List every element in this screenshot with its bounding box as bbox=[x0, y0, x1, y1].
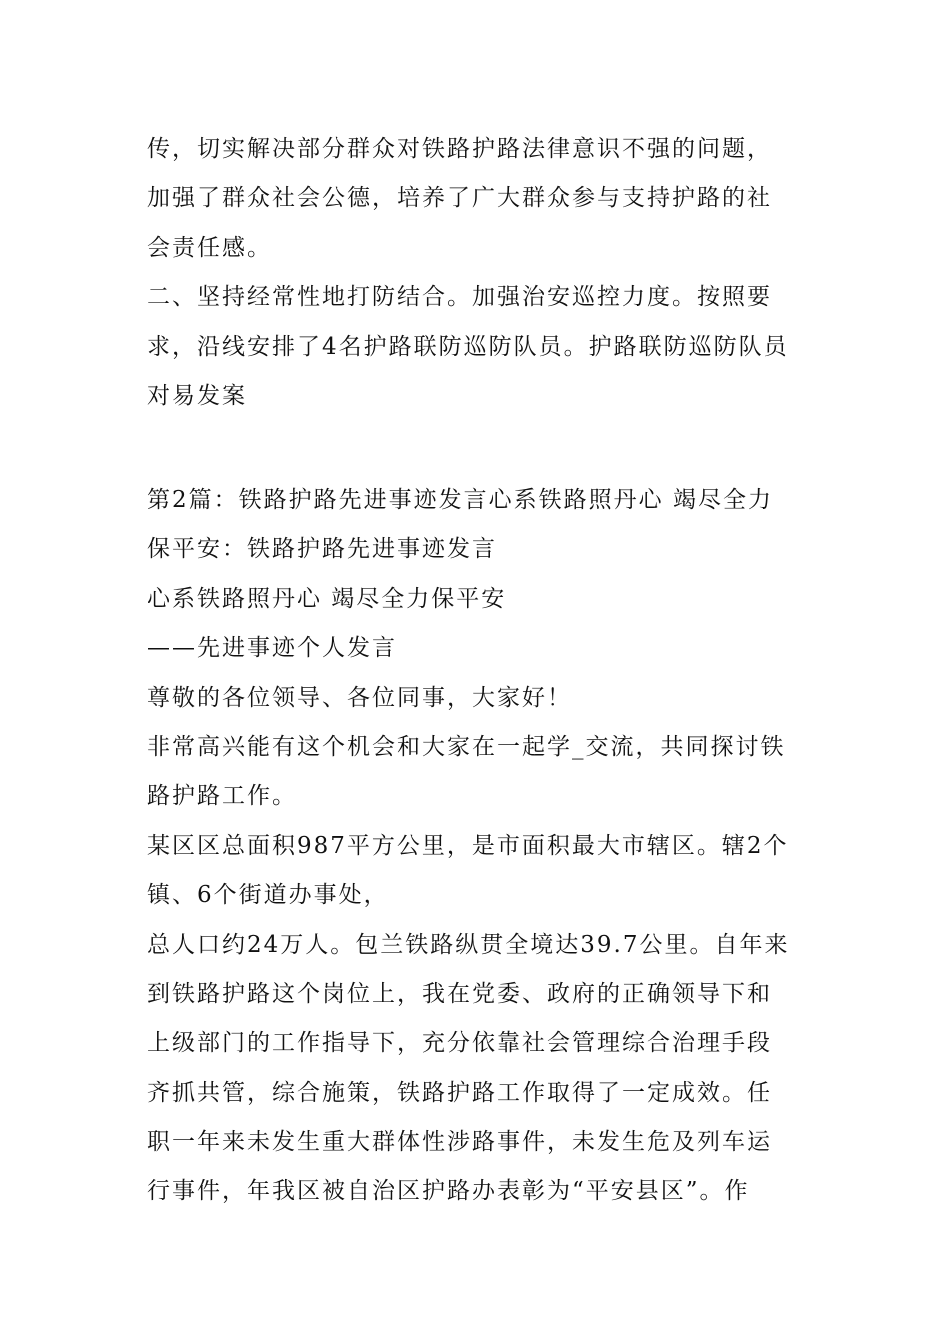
text-line: 职一年来未发生重大群体性涉路事件，未发生危及列车运 bbox=[147, 1129, 772, 1156]
article-title-line: 第2篇：铁路护路先进事迹发言心系铁路照丹心 竭尽全力 bbox=[147, 487, 773, 513]
text-line: 行事件，年我区被自治区护路办表彰为“平安县区”。作 bbox=[147, 1178, 750, 1205]
article-title-line: 保平安：铁路护路先进事迹发言 bbox=[147, 536, 497, 563]
greeting-line: 尊敬的各位领导、各位同事，大家好！ bbox=[147, 684, 572, 711]
text-line: 路护路工作。 bbox=[147, 783, 297, 810]
text-line: 求，沿线安排了4名护路联防巡防队员。护路联防巡防队员 bbox=[147, 333, 789, 360]
text-line: 对易发案 bbox=[147, 382, 247, 409]
section-article-2 bbox=[147, 476, 812, 1217]
text-line: 某区区总面积987平方公里，是市面积最大市辖区。辖2个 bbox=[147, 832, 789, 859]
text-line: 非常高兴能有这个机会和大家在一起学_交流，共同探讨铁 bbox=[147, 733, 786, 760]
section-continuation bbox=[147, 125, 812, 421]
text-line: 传，切实解决部分群众对铁路护路法律意识不强的问题， bbox=[147, 136, 772, 162]
text-line: 镇、6个街道办事处， bbox=[147, 882, 389, 909]
speech-subtitle: ——先进事迹个人发言 bbox=[147, 635, 397, 662]
text-line: 上级部门的工作指导下，充分依靠社会管理综合治理手段 bbox=[147, 1030, 772, 1057]
text-line: 齐抓共管，综合施策，铁路护路工作取得了一定成效。任 bbox=[147, 1079, 772, 1106]
text-line: 总人口约24万人。包兰铁路纵贯全境达39.7公里。自年来 bbox=[147, 931, 790, 958]
text-line: 到铁路护路这个岗位上，我在党委、政府的正确领导下和 bbox=[147, 980, 772, 1007]
text-line: 二、坚持经常性地打防结合。加强治安巡控力度。按照要 bbox=[147, 284, 772, 311]
text-line: 加强了群众社会公德，培养了广大群众参与支持护路的社 bbox=[147, 185, 772, 212]
speech-title: 心系铁路照丹心 竭尽全力保平安 bbox=[147, 585, 507, 612]
text-line: 会责任感。 bbox=[147, 234, 272, 261]
